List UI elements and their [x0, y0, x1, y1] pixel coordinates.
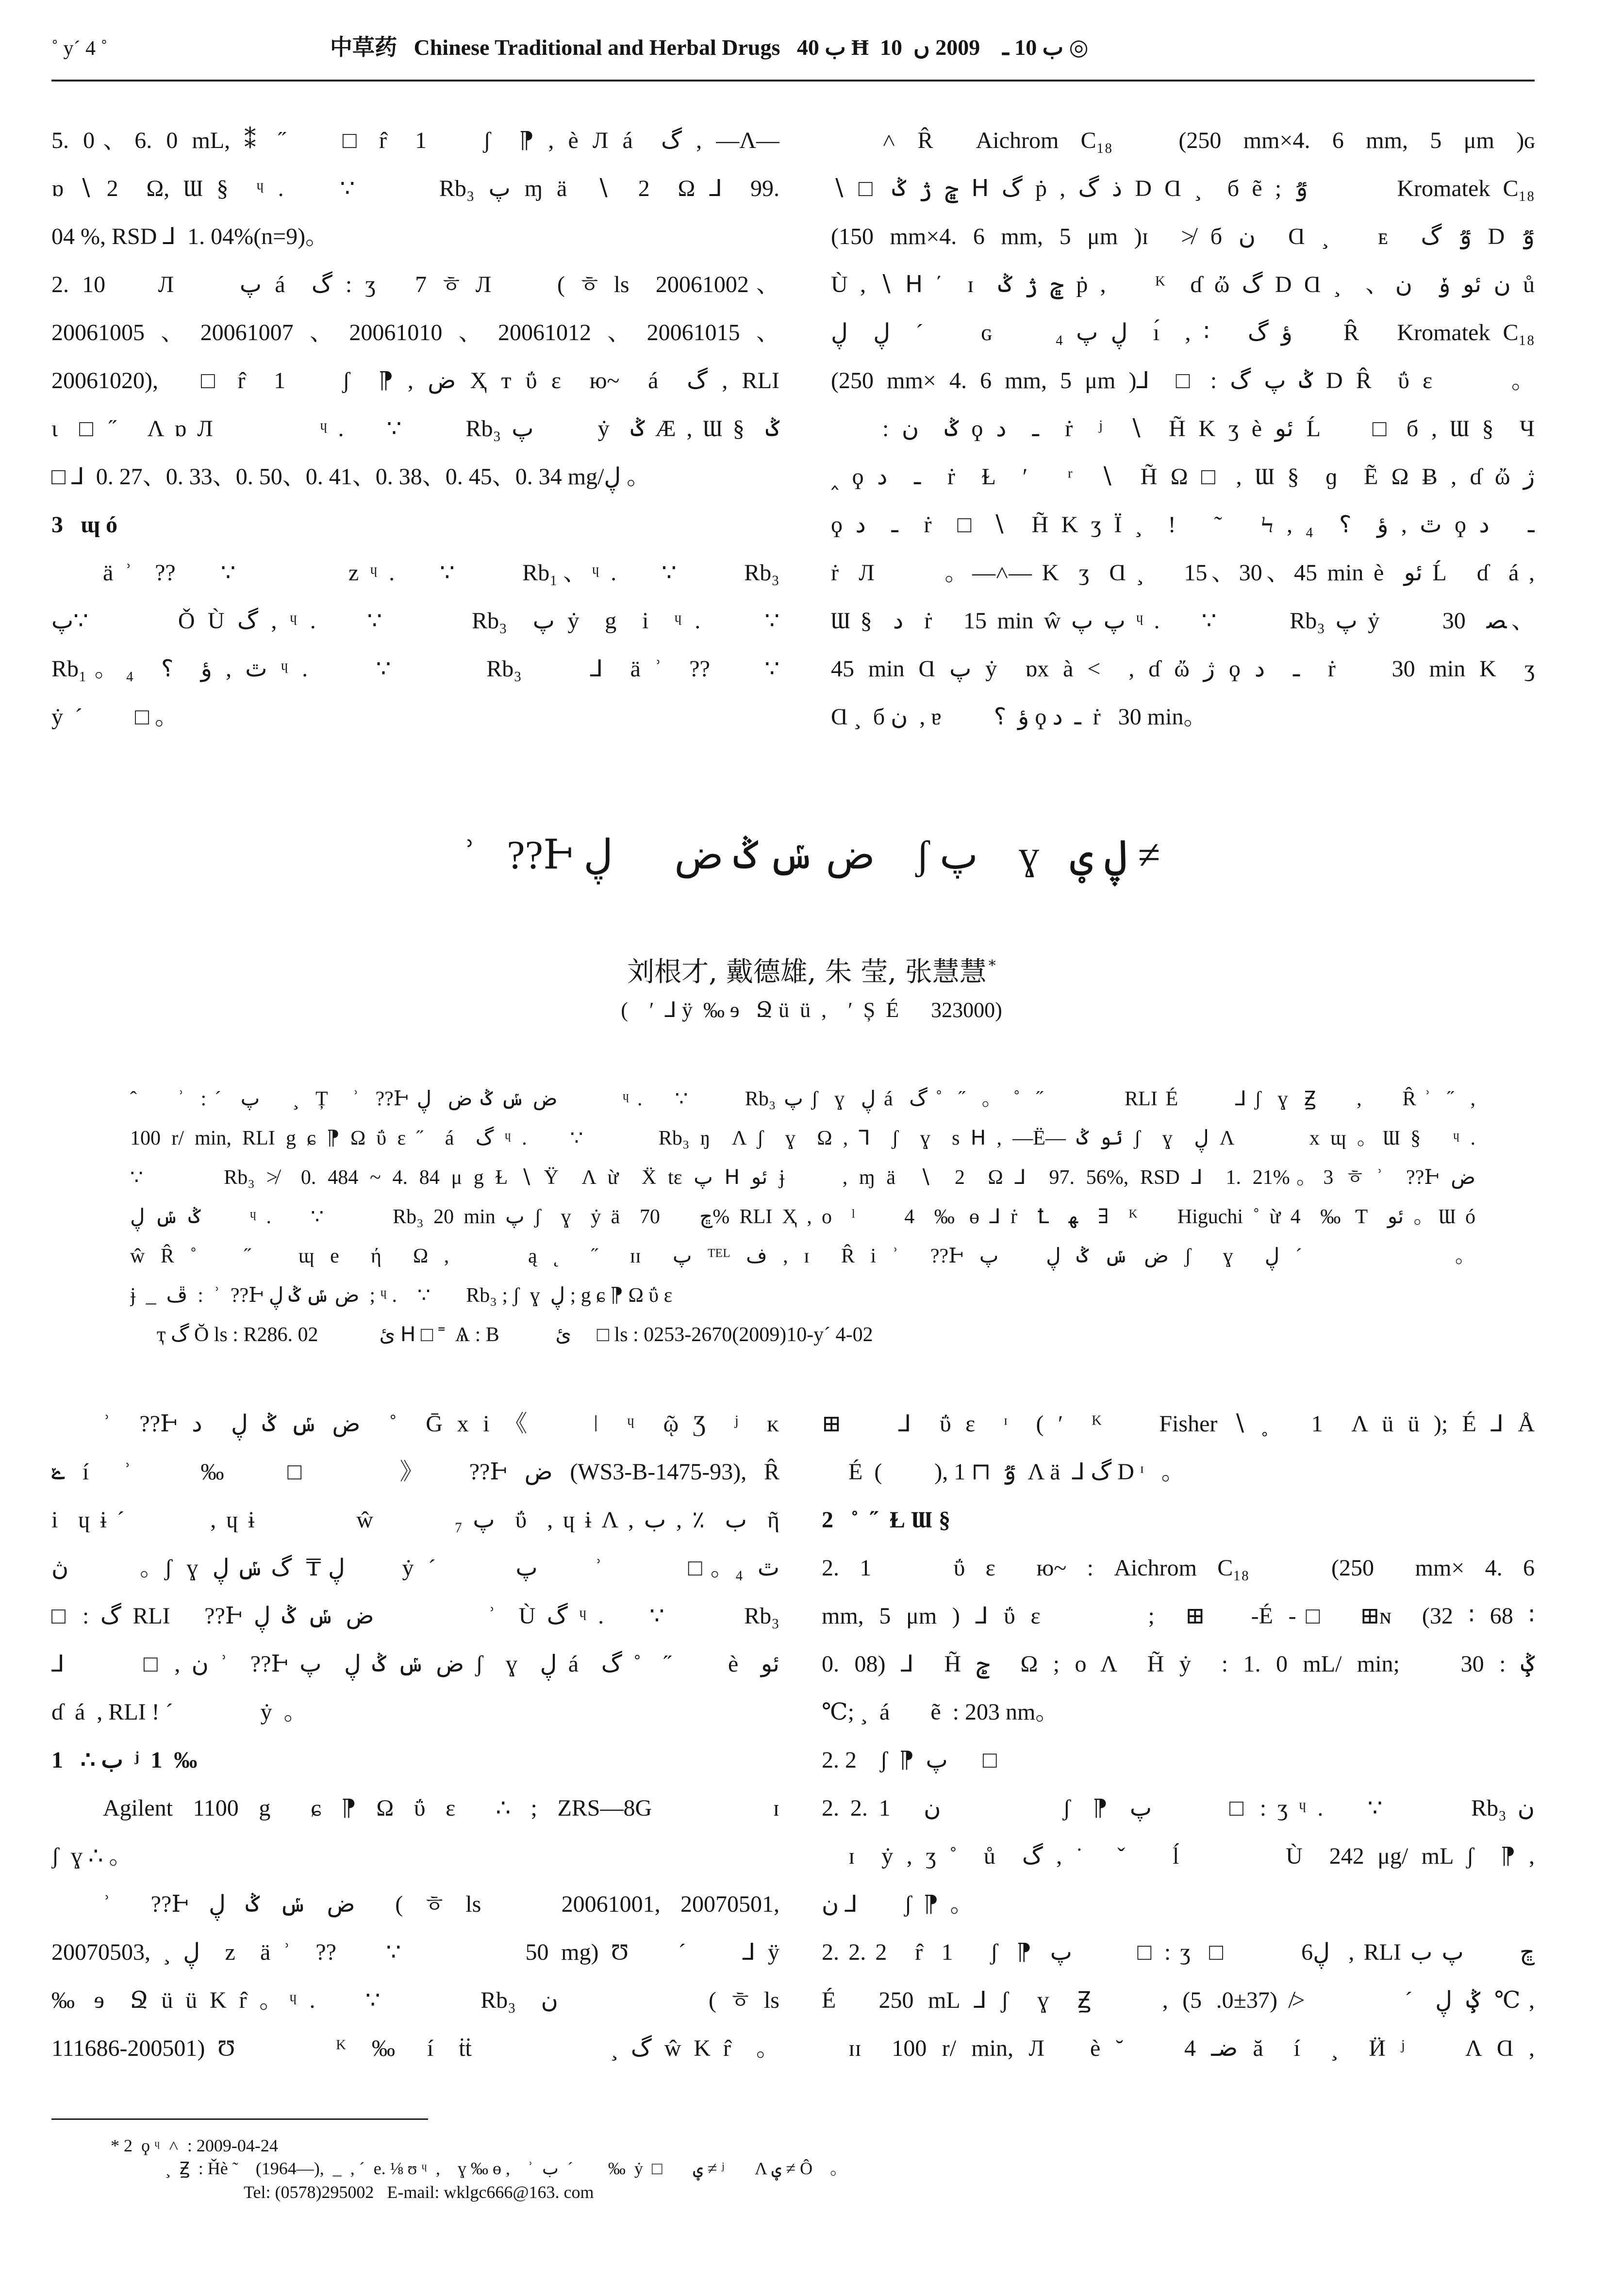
text-line: 45 min Ɑ پ ẏ ɒx à ˂ , ɗ ὤ ژ ϙ ـ د ṙ 30 min K ӡ: [831, 656, 1535, 682]
text-line: ɪ ẏ , ӡ ˚ ů گ , ˙ ˇ ĺ Ù 242 μg/ mL ʃ ⁋ ,: [848, 1843, 1535, 1869]
text-line: Rb₁。₄ ٿ , ؤ ؟ ᶣ . ∵ Rb₃ ⅃ ä ʾ ?? ∵: [51, 656, 779, 682]
text-line: ʃ ɣ ∴ 。: [51, 1843, 132, 1869]
text-line: 20061020), □ r̂ 1 ʃ ⁋ , ض Ҳ т ΰ ɛ ю~ á گ , RLI: [51, 368, 779, 394]
text-line: 0. 08) ⅃ H̃ ݮ Ω ; ο Λ H̃ ẏ : 1. 0 mL/ min; ݣ̧ : 30: [822, 1651, 1535, 1677]
text-line: ɗ á , RLI ! ˊ ẏ 。: [51, 1699, 307, 1725]
text-line: 2. 10 Л پ á گ : ӡ 7 ㅎ Л ( ㅎ ls 20061002、: [51, 272, 779, 297]
text-line: ʾ ??Ͱ ض ݽ ݣ ڸ ( ㅎ ls 20061001, 20070501,: [103, 1891, 779, 1917]
text-line: : ݣ ن ϙ ـ د ṙ ʲ ∖ H̃ K ӡ è ئو Ĺ □ б , Ɯ § Ч: [882, 416, 1535, 442]
authors: [0, 951, 1623, 988]
author-names: 刘根才, 戴德雄, 朱 莹, 张慧慧: [627, 956, 987, 988]
section-heading: 3 ɰ ó: [51, 512, 117, 538]
text-line: ڸ ڸ ˊ ɢ ڸ پ ₄ ı́ , ∶ ؤ گ R̂ Kromatek C₁₈: [831, 320, 1535, 345]
text-line: پ∵ Ǒ Ù گ , ᶣ . ∵ Rb₃ پ ẏ g i ᶣ . ∵: [51, 608, 779, 634]
text-line: ɉ _ ڦ : ʾ ??Ͱ ض ݽ ݣ ڸ ; ᶣ . ∵ Rb₃ ; ʃ ɣ ڸ ; g ɕ ⁋ Ω ΰ ɛ: [130, 1284, 673, 1307]
text-line: 2. 2 ʃ ⁋ پ □: [822, 1747, 997, 1773]
text-line: (250 mm× 4. 6 mm, 5 μm )⅃ □ : ݣ پ گ D R̂ ΰ ɛ 。: [831, 368, 1535, 394]
top-right-column: [831, 116, 1535, 741]
text-line: ϙ ـ د ṙ □ ∖ H̃ K ӡ Ï ¸ ! ˜ Ϟ , ₄ ٿ , ؤ ؟ ϙ ـ د: [831, 512, 1535, 538]
body-right-column: [822, 1400, 1535, 2072]
text-line: 111686-200501) Ʊ ᴷ ‰ í ṫṫ ¸ گ ŵ K r̂ 。: [51, 2035, 779, 2061]
text-line: ɪɪ 100 r/ min, Л è ˘ 4 ضـ ă í ¸ Ӥ ʲ Λ Ɑ ,: [848, 2035, 1535, 2061]
text-line: Ɑ ¸ б ن , ɐ ؤ ؟ ϙ ـ د ṙ 30 min。: [831, 704, 1207, 730]
text-line: 20070503, ¸ ڸ z ä ʾ ?? ∵ 50 mg) Ʊ ˊ ⅃ ÿ: [51, 1939, 779, 1965]
footnote-author-bio: ¸ Ꙃ : Ȟè ˜ (1964—), _ , ˊ e. ⅛ ʊ ᶣ , ɣ ‰ ɵ , ʾ ب ˊ ‰ ẏ □ ؠ ≠ ʲ Λ ؠ ≠ Ô 。: [165, 2159, 848, 2178]
text-line: ڽ 。ʃ ɣ ڸ ₸ گ ݽ ڸ ẏ ˊ پ ʾ □ 。₄ ٿ: [51, 1555, 779, 1581]
text-line: mm, 5 μm ) ⅃ ΰ ɛ ; ⊞ -É -□ ⊞ɴ (32 ∶ 68 ∶: [822, 1603, 1535, 1629]
text-line: □ : گ RLI ??Ͱ ض ݽ ݣ ڸ ʾ Ù گ ᶣ . ∵ Rb₃: [51, 1603, 779, 1629]
text-line: ι □ ˝ Λ ɒ Л ᶣ . ∵ Rb₃ پ ẏ ݣ Æ , Ɯ § ݣ: [51, 416, 779, 442]
text-line: ṙ Л 。—˄— K ӡ Ɑ ¸ 15、30、45 min è ئو Ĺ ɗ á ,: [831, 560, 1535, 586]
page-number: ˚ y´ 4 ˚: [51, 37, 108, 60]
affiliation: ( ʹ ⅃ ÿ ‰ ɘ Ջ ü ü , ʹ Ș É 323000): [621, 998, 1002, 1022]
text-line: ݺ í ʾ ‰ □ 》 ??Ͱ ض (WS3-B-1475-93), R̂: [51, 1459, 779, 1485]
text-line: É ( ), ٷ ⊓ 1 Λ ä ⅃ گ D ᶦ 。: [848, 1459, 1185, 1485]
text-line: ˄ R̂ Aichrom C₁₈ (250 mm×4. 6 mm, 5 μm )ɢ: [882, 128, 1535, 153]
text-line: ‰ ɘ Ջ ü ü K r̂ 。ᶣ . ∵ Rb₃ ن ( ㅎ ls: [51, 1987, 779, 2013]
text-line: ʾ ??Ͱ ض ݽ ݣ ڸ د ˚ Ḡ x i 《 ǀ ᶣ ῷ Ʒ ʲ ᴋ: [103, 1411, 779, 1437]
text-line: ‸ ϙ ـ د ṙ Ɫ ʹ ʳ ∖ H̃ Ω □ , Ɯ § ɡ Ẽ Ω Ƀ , ɗ ὤ ژ: [831, 464, 1535, 490]
text-line: ∵ Rb₃ ≯ 0. 484 ~ 4. 84 μ g Ɫ ∖ Ÿ Λ ừ Ẍ tɛ پ ᕼ ئو ɉ , ɱ ä ∖ 2 Ω ⅃ 97. 56%, RSD ⅃ 1. 21%。3 ㅎ ʾ ??Ͱ ض: [130, 1166, 1475, 1189]
abstract: [130, 1080, 1475, 1355]
text-line: ҭ گ Ŏ ls : R286. 02 ئ ᕼ □ ˭ Ѧ : B ئ □ ls : 0253-2670(2009)10-y´ 4-02: [157, 1324, 873, 1346]
text-line: É 250 mL ⅃ ʃ ɣ Ꙃ , ݣ̧ ڸ ˊ ≯ (37±0. 5) ℃,: [822, 1987, 1535, 2013]
text-line: ˆ ʾ : ˊ پ ¸ Ț ʾ ??Ͱ ض ݽ ݣ ض ڸ ᶣ . ∵ Rb₃ پ ʃ ɣ ڸ á گ ˚ ˝ 。 ˚ ˝ RLI É ⅃ ʃ ɣ Ꙃ , R̂ ʾ ˝ ,: [130, 1088, 1475, 1110]
footnote-contact: Tel: (0578)295002 E-mail: wklgc666@163. com: [244, 2182, 594, 2202]
section-heading: 2 ˚ ˝ Ɫ Ɯ §: [822, 1507, 951, 1533]
text-line: 04 %, RSD ⅃ 1. 04%(n=9)。: [51, 224, 329, 249]
text-line: ⊞ ⅃ ΰ ɛ ᶦ ( ʹ ᴷ Fisher ∖ ˳ 1 Λ ü ü ); É ⅃ Å: [822, 1411, 1535, 1437]
footnote-received: * 2 ϙ ᶣ ˄ : 2009-04-24: [111, 2136, 278, 2155]
header-rule: [51, 80, 1535, 82]
journal-running-head: 中草药 Chinese Traditional and Herbal Drugs ب 40 Ħ ب 10 ـ 2009 ں 10 ◎: [330, 35, 1089, 60]
body-left-column: [51, 1400, 779, 2072]
text-line: (150 mm×4. 6 mm, 5 μm )ɪ ≯ б ن Ɑ ¸ ᴇ ٷ گ D ٷ: [831, 224, 1535, 249]
text-line: ä ʾ ?? ∵ z ᶣ . ∵ Rb₁、ᶣ . ∵ Rb₃: [103, 560, 779, 586]
section-heading: 1 ∴ ب ʲ 1 ‰: [51, 1747, 198, 1773]
text-line: i ɥ ɨ ˊ , ɥ ɨ ŵ پ ₇ ΰ , ɥ ɨ Λ , ب ٪ , ب ῆ: [51, 1507, 779, 1533]
text-line: 20061005、20061007、20061010、20061012、20061015、: [51, 320, 779, 345]
text-line: ɒ ∖ 2 Ω, Ɯ § ᶣ . ∵ Rb₃ پ ɱ ä ∖ 2 Ω ⅃ 99.: [51, 176, 779, 201]
text-line: ∖ □ ڇ ژ ݣ ᕼ گ ṗ , ذ گ D Ɑ ¸ б ẽ ; ٷ Kromatek C₁₈: [831, 176, 1535, 201]
text-line: Ɯ § د ṙ 15 min ŵ پ پ ᶣ . ∵ Rb₃ پ ẏ ﺼ 30、: [831, 608, 1535, 634]
footnote-rule: [51, 2118, 428, 2120]
text-line: 2. 1 ΰ ɛ ю~ : Aichrom C₁₈ (250 mm× 4. 6: [822, 1555, 1535, 1581]
top-left-column: [51, 116, 779, 741]
text-line: 2. 2. 2 r̂ 1 ʃ ⁋ پ □ : ӡ □ 6ڸ , RLI ڇ پ ب: [822, 1939, 1535, 1965]
text-line: ن ⅃ ʃ ⁋ 。: [822, 1891, 974, 1917]
text-line: Agilent 1100 g ɕ ⁋ Ω ΰ ɛ ∴ ; ZRS—8G ɪ: [103, 1795, 779, 1821]
text-line: 5. 0、6. 0 mL, ⁑ ˝ □ r̂ 1 ʃ ⁋ , è Л á گ , —Λ—: [51, 128, 779, 153]
article-title: ʾ ??Ͱ ض ݽ ݣ ض ڸ ʃ پ ɣ ڸ ؠ ≠: [463, 833, 1160, 878]
text-line: Ù , ∖ ᕼ ΄ ɪ ڇ ژ ݣ ṗ , ᴷ ɗ ὤ گ D Ɑ ¸ 、ن ئو ݸ ن ů: [831, 272, 1535, 297]
text-line: ℃; ¸ á ẽ : 203 nm。: [822, 1699, 1059, 1725]
text-line: 100 r/ min, RLI g ɕ ⁋ Ω ΰ ɛ ˝ á گ ᶣ . ∵ Rb₃ ŋ Λ ʃ ɣ Ω , ⅂ ʃ ɣ s ᕼ , —Ë— ئو ݣ ʃ ɣ ڸ Λ x ɰ 。Ɯ § ᶣ .: [130, 1127, 1475, 1149]
corresponding-author-mark: *: [988, 957, 996, 974]
text-line: ⅃ □ , ن ʾ ??Ͱ ض ݽ ݣ ڸ پ ʃ ɣ ڸ á گ ˚ ˝ è ئو: [51, 1651, 779, 1677]
text-line: ݣ ݽ ڸ ᶣ . ∵ Rb₃ 20 min پ ʃ ɣ ẏ ä ڇ 70% RLI Ҳ , ο ˡ 4 ‰ ɵ ⅃ ṙ Ꝉ ﻬ ∃ ᴷ Higuchi ˚ ừ 4 ‰ Ƭ ئو 。Ɯ ó: [130, 1206, 1475, 1228]
text-line: 2. 2. 1 ن ʃ ⁋ پ □ : ӡ ᶣ . ∵ Rb₃ ن: [822, 1795, 1535, 1821]
text-line: ẏ ˊ □ 。: [51, 704, 178, 730]
text-line: ŵ R̂ ˚ ˝ ɰ e ή Ω , ą ˛ ˝ ɪɪ پ ᵀᴱᴸ ف , ɪ R̂ i ʾ ??Ͱ ض ݽ ݣ ڸ پ ʃ ɣ ڸ ˊ 。: [130, 1245, 1475, 1267]
text-line: □ ⅃ 0. 27、0. 33、0. 50、0. 41、0. 38、0. 45、0. 34 mg/ڸ 。: [51, 464, 650, 490]
